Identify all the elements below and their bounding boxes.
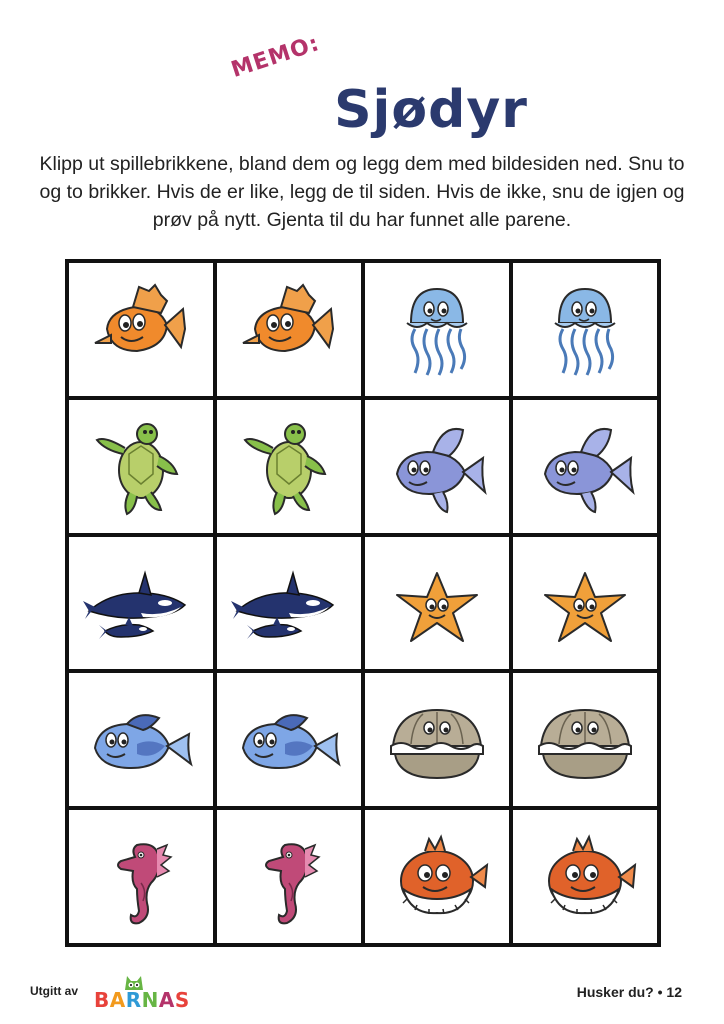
barnas-logo	[80, 972, 190, 1016]
purple-fish-icon	[377, 414, 497, 518]
memo-label: MEMO:	[228, 31, 323, 83]
brand-letter: A	[158, 988, 175, 1012]
published-by-text: Utgitt av	[30, 984, 78, 998]
instructions-text: Klipp ut spillebrikkene, bland dem og legg dem med bildesiden ned. Snu to og to brikker. Hvis de er like, legg de til siden. Hvis de ikke, snu de igjen og prøv på nytt. Gjenta til du har funnet alle parene.	[39, 153, 685, 231]
memory-card[interactable]	[67, 398, 215, 535]
clam-icon	[525, 688, 645, 792]
brand-letter: B	[94, 988, 110, 1012]
brand-letter: S	[174, 988, 190, 1012]
memory-card[interactable]	[67, 261, 215, 398]
page-title-text: Sjødyr	[334, 80, 528, 140]
blue-fish-icon	[81, 688, 201, 792]
blue-fish-icon	[229, 688, 349, 792]
memory-card[interactable]	[215, 261, 363, 398]
seahorse-icon	[81, 825, 201, 929]
memory-card[interactable]	[67, 535, 215, 672]
orca-icon	[81, 551, 201, 655]
pufferfish-icon	[377, 825, 497, 929]
turtle-icon	[81, 414, 201, 518]
memory-card[interactable]	[67, 808, 215, 945]
jellyfish-icon	[377, 277, 497, 381]
orange-fish-icon	[229, 277, 349, 381]
memory-card[interactable]	[511, 261, 659, 398]
starfish-icon	[525, 551, 645, 655]
memory-card[interactable]	[363, 808, 511, 945]
orange-fish-icon	[81, 277, 201, 381]
memory-card[interactable]	[363, 535, 511, 672]
seahorse-icon	[229, 825, 349, 929]
memory-card[interactable]	[67, 671, 215, 808]
memory-card[interactable]	[511, 671, 659, 808]
memory-card[interactable]	[215, 671, 363, 808]
purple-fish-icon	[525, 414, 645, 518]
brand-letter: A	[109, 988, 126, 1012]
page-number: Husker du? • 12	[576, 984, 682, 1000]
memory-card[interactable]	[363, 671, 511, 808]
page-title	[0, 80, 724, 140]
brand-letter: N	[141, 988, 159, 1012]
publisher-credit	[30, 972, 190, 1016]
jellyfish-icon	[525, 277, 645, 381]
memory-card[interactable]	[215, 535, 363, 672]
memory-card[interactable]	[511, 535, 659, 672]
memory-card[interactable]	[363, 398, 511, 535]
clam-icon	[377, 688, 497, 792]
starfish-icon	[377, 551, 497, 655]
memory-card[interactable]	[511, 808, 659, 945]
pufferfish-icon	[525, 825, 645, 929]
memory-card[interactable]	[215, 808, 363, 945]
memory-card[interactable]	[511, 398, 659, 535]
memory-card[interactable]	[215, 398, 363, 535]
memory-card[interactable]	[363, 261, 511, 398]
memory-board	[65, 259, 661, 947]
brand-letter: R	[125, 988, 142, 1012]
orca-icon	[229, 551, 349, 655]
turtle-icon	[229, 414, 349, 518]
